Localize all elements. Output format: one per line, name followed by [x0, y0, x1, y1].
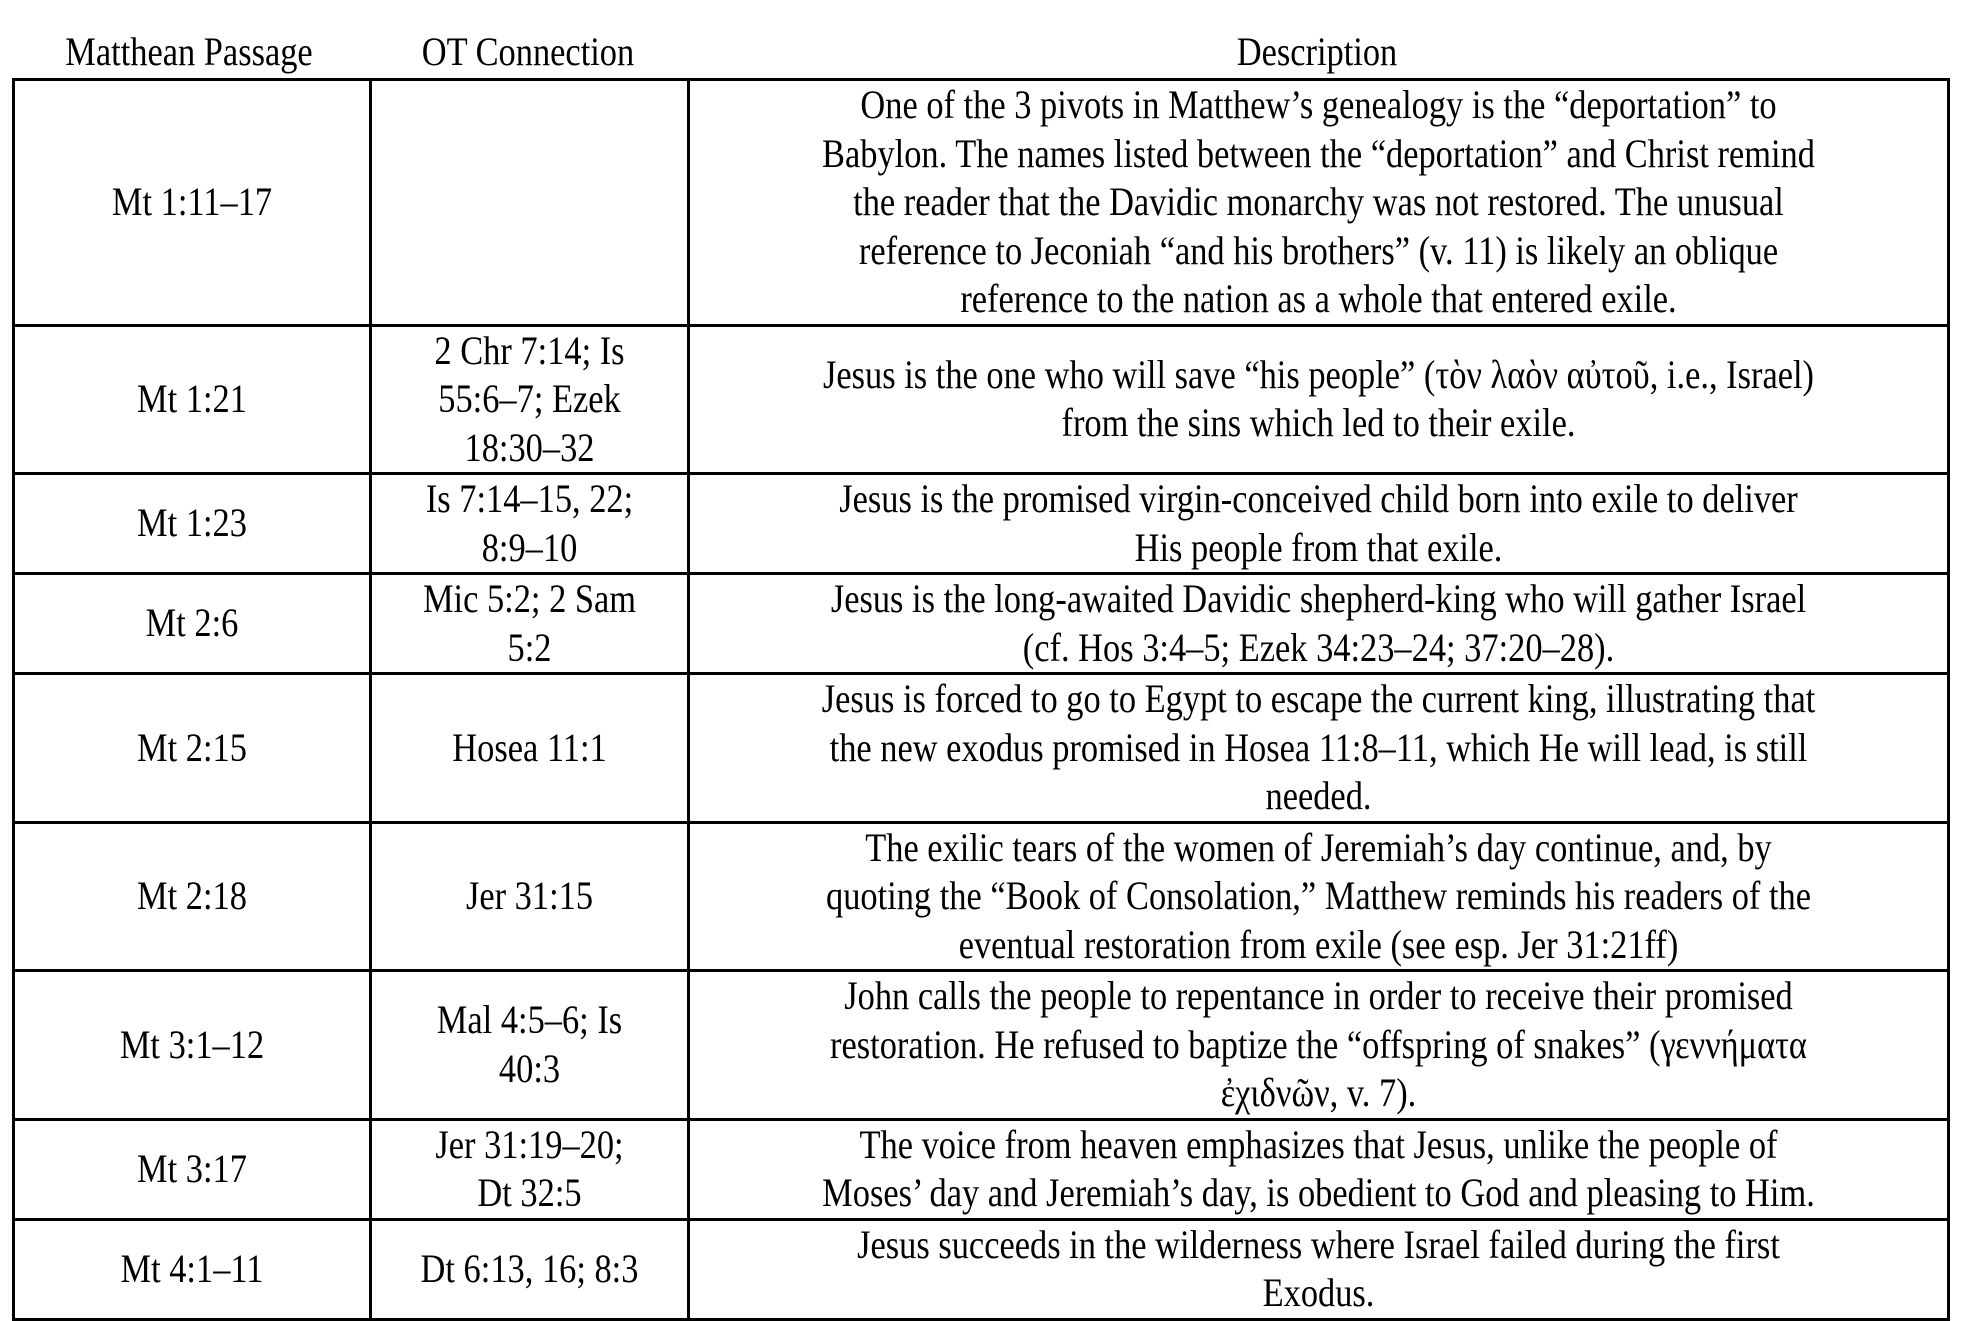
- passage-cell-line: Mt 1:11–17: [111, 179, 273, 224]
- description-cell-line: (cf. Hos 3:4–5; Ezek 34:23–24; 37:20–28).: [1022, 624, 1615, 670]
- passage-cell: [14, 1219, 371, 1319]
- ot-connection-cell-line: Dt 6:13, 16; 8:3: [420, 1245, 639, 1291]
- ot-connection-cell-line: 55:6–7; Ezek: [438, 376, 621, 421]
- ot-connection-cell: [371, 574, 689, 674]
- description-cell-line: Jesus succeeds in the wilderness where Israel failed during the first: [857, 1221, 1780, 1267]
- table-row: [14, 1119, 1949, 1219]
- description-cell-line: Jesus is forced to go to Egypt to escape the current king, illustrating that: [821, 676, 1816, 721]
- description-cell-line: reference to the nation as a whole that entered exile.: [960, 276, 1677, 321]
- ot-connection-cell: [371, 971, 689, 1120]
- ot-connection-cell-line: Jer 31:15: [465, 873, 594, 918]
- header-matthean-passage: Matthean Passage: [65, 29, 313, 74]
- passage-cell-line: Mt 1:23: [137, 500, 247, 546]
- description-cell-line: the reader that the Davidic monarchy was not restored. The unusual: [853, 179, 1784, 224]
- description-cell-line: restoration. He refused to baptize the “offspring of snakes” (γεννήματα: [830, 1021, 1807, 1067]
- description-cell-line: reference to Jeconiah “and his brothers” (v. 11) is likely an oblique: [858, 227, 1779, 273]
- description-cell-line: eventual restoration from exile (see esp. Jer 31:21ff): [958, 921, 1679, 967]
- passage-cell: [14, 574, 371, 674]
- table-row: [14, 325, 1949, 474]
- passage-cell: [14, 822, 371, 971]
- description-cell-line: His people from that exile.: [1134, 524, 1503, 570]
- description-cell-line: Moses’ day and Jeremiah’s day, is obedient to God and pleasing to Him.: [822, 1170, 1815, 1215]
- passage-cell: [14, 674, 371, 823]
- description-cell: [689, 325, 1949, 474]
- table-row: [14, 80, 1949, 326]
- description-cell: [689, 1219, 1949, 1319]
- passage-cell-line: Mt 3:1–12: [119, 1021, 265, 1067]
- ot-connection-cell: [371, 674, 689, 823]
- ot-connection-cell-line: 2 Chr 7:14; Is: [434, 327, 625, 373]
- description-cell-line: needed.: [1265, 773, 1372, 818]
- passage-cell: [14, 474, 371, 574]
- description-cell-line: the new exodus promised in Hosea 11:8–11, which He will lead, is still: [829, 724, 1808, 770]
- description-cell-line: quoting the “Book of Consolation,” Matthew reminds his readers of the: [826, 873, 1811, 918]
- description-cell: [689, 1119, 1949, 1219]
- table-row: [14, 674, 1949, 823]
- ot-connection-cell: [371, 325, 689, 474]
- ot-connection-cell-line: Dt 32:5: [477, 1170, 582, 1215]
- description-cell-line: ἐχιδνῶν, v. 7).: [1220, 1070, 1417, 1115]
- table-row: [14, 1219, 1949, 1319]
- ot-connection-cell-line: Mal 4:5–6; Is: [436, 997, 623, 1043]
- passage-cell: [14, 971, 371, 1120]
- ot-connection-cell-line: Hosea 11:1: [452, 724, 607, 770]
- description-cell-line: The voice from heaven emphasizes that Jesus, unlike the people of: [859, 1121, 1778, 1167]
- passage-cell-line: Mt 1:21: [137, 376, 247, 421]
- ot-connection-cell-line: 40:3: [498, 1045, 561, 1091]
- description-cell: [689, 674, 1949, 823]
- description-cell-line: Exodus.: [1262, 1270, 1375, 1315]
- description-cell: [689, 574, 1949, 674]
- table-row: [14, 822, 1949, 971]
- description-cell-line: from the sins which led to their exile.: [1061, 400, 1576, 446]
- passage-cell: [14, 325, 371, 474]
- passage-cell-line: Mt 2:18: [137, 873, 247, 918]
- ot-connection-cell: [371, 1219, 689, 1319]
- description-cell-line: Jesus is the promised virgin-conceived child born into exile to deliver: [839, 476, 1798, 521]
- ot-connection-cell-line: Mic 5:2; 2 Sam: [422, 576, 637, 621]
- ot-connection-cell-line: Jer 31:19–20;: [435, 1121, 624, 1167]
- passage-cell: [14, 80, 371, 326]
- table-row: [14, 971, 1949, 1120]
- ot-connection-cell-line: 18:30–32: [464, 424, 595, 470]
- description-cell-line: Babylon. The names listed between the “deportation” and Christ remind: [822, 130, 1815, 176]
- description-cell: [689, 971, 1949, 1120]
- passage-cell-line: Mt 3:17: [137, 1145, 247, 1191]
- passage-table: [12, 78, 1950, 1321]
- description-cell-line: John calls the people to repentance in order to receive their promised: [844, 973, 1793, 1018]
- description-cell: [689, 822, 1949, 971]
- table-row: [14, 574, 1949, 674]
- ot-connection-cell: [371, 80, 689, 326]
- ot-connection-cell: [371, 822, 689, 971]
- description-cell-line: The exilic tears of the women of Jeremiah’s day continue, and, by: [865, 824, 1772, 870]
- description-cell-line: One of the 3 pivots in Matthew’s genealogy is the “deportation” to: [860, 82, 1777, 127]
- description-cell-line: Jesus is the long-awaited Davidic shepherd-king who will gather Israel: [830, 576, 1807, 621]
- description-cell: [689, 80, 1949, 326]
- passage-cell-line: Mt 2:15: [137, 724, 247, 770]
- ot-connection-cell-line: 5:2: [507, 624, 552, 670]
- description-cell-line: Jesus is the one who will save “his people” (τὸν λαὸν αὐτοῦ, i.e., Israel): [822, 351, 1814, 397]
- passage-cell: [14, 1119, 371, 1219]
- table-row: [14, 474, 1949, 574]
- ot-connection-cell: [371, 1119, 689, 1219]
- header-ot-connection: OT Connection: [421, 29, 635, 74]
- passage-cell-line: Mt 2:6: [145, 600, 239, 646]
- ot-connection-cell-line: 8:9–10: [481, 524, 578, 570]
- passage-cell-line: Mt 4:1–11: [120, 1245, 264, 1291]
- description-cell: [689, 474, 1949, 574]
- ot-connection-cell-line: Is 7:14–15, 22;: [425, 476, 634, 521]
- header-description: Description: [1236, 29, 1398, 74]
- ot-connection-cell: [371, 474, 689, 574]
